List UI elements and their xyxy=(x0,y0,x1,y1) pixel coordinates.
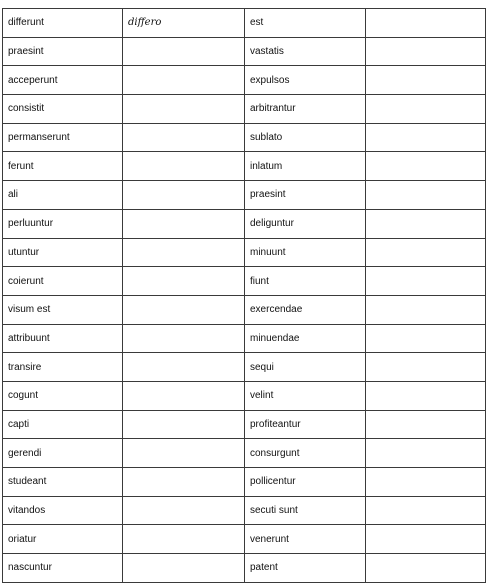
latin-word-cell: studeant xyxy=(3,468,123,497)
answer-cell[interactable] xyxy=(366,468,486,497)
table-row xyxy=(3,152,486,181)
answer-cell[interactable] xyxy=(123,95,245,124)
latin-word-cell: ferunt xyxy=(3,152,123,181)
table-row xyxy=(3,353,486,382)
latin-word-cell: differunt xyxy=(3,9,123,38)
table-row xyxy=(3,37,486,66)
answer-cell[interactable] xyxy=(366,324,486,353)
answer-cell[interactable] xyxy=(123,238,245,267)
answer-cell[interactable] xyxy=(366,554,486,583)
latin-word-cell: attribuunt xyxy=(3,324,123,353)
latin-word-cell: inlatum xyxy=(245,152,366,181)
answer-cell[interactable] xyxy=(123,381,245,410)
table-row xyxy=(3,439,486,468)
answer-cell[interactable] xyxy=(366,152,486,181)
table-row xyxy=(3,410,486,439)
latin-word-cell: capti xyxy=(3,410,123,439)
table-row xyxy=(3,123,486,152)
answer-cell[interactable] xyxy=(366,295,486,324)
answer-cell[interactable] xyxy=(123,181,245,210)
answer-cell[interactable] xyxy=(366,66,486,95)
latin-word-cell: expulsos xyxy=(245,66,366,95)
latin-word-cell: fiunt xyxy=(245,267,366,296)
answer-cell[interactable] xyxy=(123,267,245,296)
answer-cell[interactable] xyxy=(123,468,245,497)
table-row xyxy=(3,9,486,38)
table-row xyxy=(3,324,486,353)
answer-cell[interactable] xyxy=(366,9,486,38)
latin-word-cell: secuti sunt xyxy=(245,496,366,525)
latin-word-cell: minuunt xyxy=(245,238,366,267)
latin-word-cell: profiteantur xyxy=(245,410,366,439)
table-row xyxy=(3,66,486,95)
latin-word-cell: oriatur xyxy=(3,525,123,554)
answer-cell[interactable] xyxy=(123,295,245,324)
answer-cell[interactable] xyxy=(123,410,245,439)
answer-cell[interactable] xyxy=(123,324,245,353)
answer-cell[interactable] xyxy=(366,37,486,66)
latin-word-cell: sublato xyxy=(245,123,366,152)
table-row xyxy=(3,267,486,296)
latin-word-cell: patent xyxy=(245,554,366,583)
vocabulary-worksheet-table xyxy=(2,8,486,583)
answer-cell[interactable] xyxy=(366,525,486,554)
latin-word-cell: venerunt xyxy=(245,525,366,554)
latin-word-cell: pollicentur xyxy=(245,468,366,497)
latin-word-cell: deliguntur xyxy=(245,209,366,238)
table-row xyxy=(3,95,486,124)
latin-word-cell: nascuntur xyxy=(3,554,123,583)
table-row xyxy=(3,238,486,267)
answer-cell[interactable] xyxy=(123,37,245,66)
latin-word-cell: vastatis xyxy=(245,37,366,66)
latin-word-cell: exercendae xyxy=(245,295,366,324)
latin-word-cell: arbitrantur xyxy=(245,95,366,124)
answer-cell[interactable] xyxy=(366,439,486,468)
answer-cell[interactable] xyxy=(366,410,486,439)
answer-cell[interactable] xyxy=(123,123,245,152)
answer-cell[interactable] xyxy=(366,181,486,210)
answer-cell[interactable] xyxy=(123,353,245,382)
answer-cell[interactable] xyxy=(366,123,486,152)
answer-cell[interactable] xyxy=(123,66,245,95)
latin-word-cell: velint xyxy=(245,381,366,410)
latin-word-cell: cogunt xyxy=(3,381,123,410)
answer-cell[interactable] xyxy=(123,554,245,583)
answer-cell[interactable] xyxy=(123,439,245,468)
latin-word-cell: coierunt xyxy=(3,267,123,296)
answer-cell[interactable] xyxy=(123,209,245,238)
answer-cell[interactable] xyxy=(366,353,486,382)
answer-cell[interactable] xyxy=(366,209,486,238)
table-row xyxy=(3,554,486,583)
latin-word-cell: visum est xyxy=(3,295,123,324)
answer-cell[interactable] xyxy=(366,238,486,267)
table-row xyxy=(3,468,486,497)
worksheet-body xyxy=(3,9,486,583)
latin-word-cell: est xyxy=(245,9,366,38)
answer-cell[interactable] xyxy=(366,267,486,296)
table-row xyxy=(3,209,486,238)
latin-word-cell: consurgunt xyxy=(245,439,366,468)
table-row xyxy=(3,295,486,324)
answer-cell[interactable] xyxy=(366,496,486,525)
answer-cell[interactable] xyxy=(123,496,245,525)
latin-word-cell: gerendi xyxy=(3,439,123,468)
answer-cell[interactable] xyxy=(123,152,245,181)
table-row xyxy=(3,181,486,210)
table-row xyxy=(3,381,486,410)
latin-word-cell: minuendae xyxy=(245,324,366,353)
table-row xyxy=(3,525,486,554)
answer-cell[interactable] xyxy=(366,95,486,124)
latin-word-cell: utuntur xyxy=(3,238,123,267)
table-row xyxy=(3,496,486,525)
latin-word-cell: permanserunt xyxy=(3,123,123,152)
answer-cell[interactable] xyxy=(366,381,486,410)
latin-word-cell: sequi xyxy=(245,353,366,382)
answer-cell[interactable] xyxy=(123,525,245,554)
latin-word-cell: vitandos xyxy=(3,496,123,525)
latin-word-cell: transire xyxy=(3,353,123,382)
latin-word-cell: acceperunt xyxy=(3,66,123,95)
latin-word-cell: praesint xyxy=(3,37,123,66)
latin-word-cell: perluuntur xyxy=(3,209,123,238)
latin-word-cell: ali xyxy=(3,181,123,210)
latin-word-cell: consistit xyxy=(3,95,123,124)
answer-cell[interactable]: differo xyxy=(123,9,245,38)
latin-word-cell: praesint xyxy=(245,181,366,210)
